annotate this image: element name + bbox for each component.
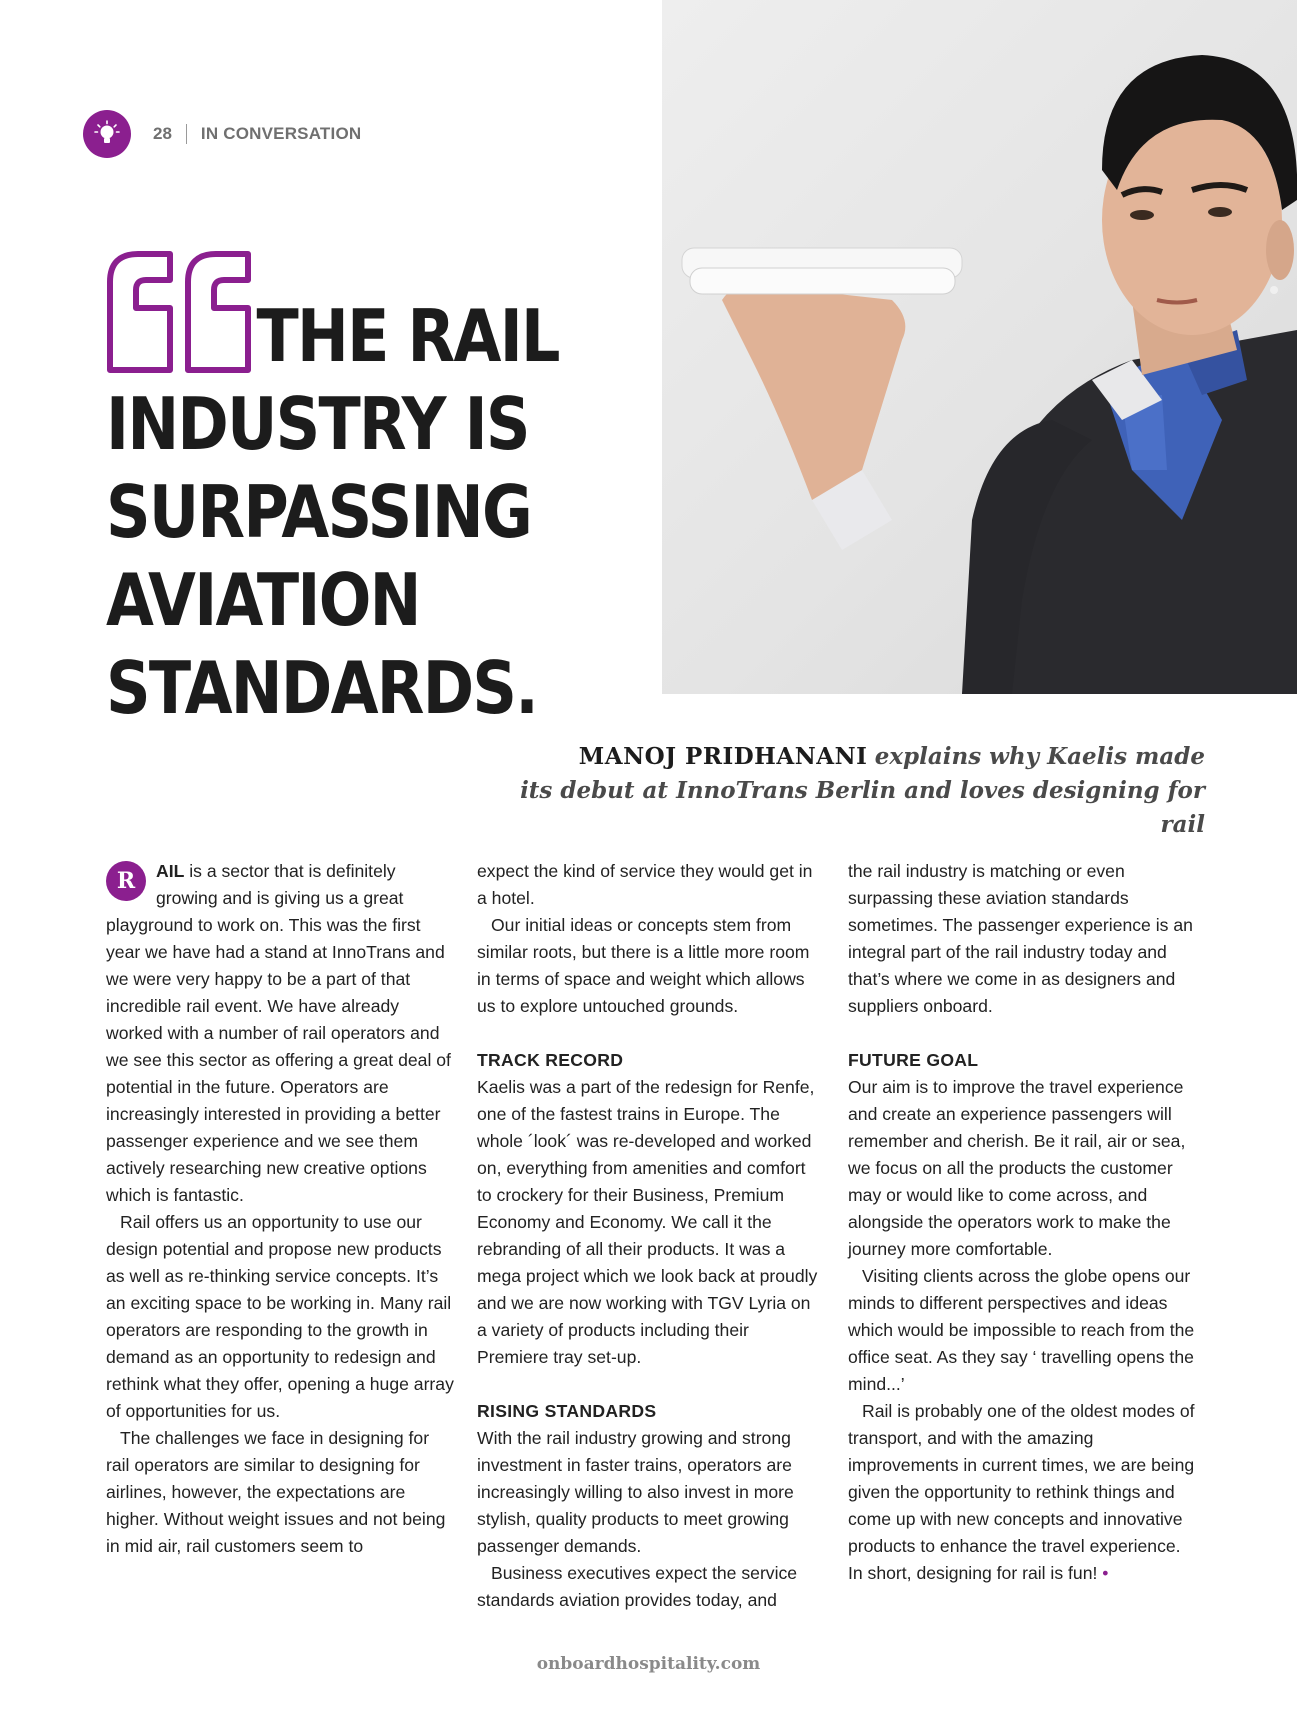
footer-url: onboardhospitality.com: [536, 1654, 761, 1674]
paragraph: Our initial ideas or concepts stem from similar roots, but there is a little more room in terms of space and weight which allows us to explore untouched grounds.: [477, 915, 810, 1016]
section-label: IN CONVERSATION: [200, 124, 362, 143]
standfirst: [505, 740, 1205, 842]
body-column-2: [477, 858, 825, 1614]
headline-line-3: SURPASSING: [106, 470, 532, 554]
man-holding-plates-illustration: [662, 0, 1297, 694]
lightbulb-icon: [83, 110, 131, 158]
drop-cap: R: [106, 861, 146, 901]
headline-line-4: AVIATION: [106, 558, 420, 642]
page-header: [83, 109, 361, 159]
paragraph: the rail industry is matching or even surpassing these aviation standards sometimes. The passenger experience is an integral part of the rail industry today and that’s where we come in as designers and suppliers onboard.: [848, 861, 1193, 1016]
hero-photo: [662, 0, 1297, 694]
headline-line-5: STANDARDS.: [106, 646, 538, 730]
paragraph: With the rail industry growing and strong investment in faster trains, operators are increasingly willing to also invest in more stylish, quality products to meet growing passenger demands.: [477, 1428, 794, 1556]
paragraph: expect the kind of service they would get in a hotel.: [477, 861, 813, 908]
subheading-track-record: TRACK RECORD: [477, 1050, 624, 1070]
headline: [106, 292, 622, 732]
body-column-1: [106, 858, 454, 1560]
headline-line-1: THE RAIL: [256, 294, 559, 378]
paragraph: Rail offers us an opportunity to use our design potential and propose new products as well as re-thinking service concepts. It’s an exciting space to be working in. Many rail operators are responding to the growth in demand as an opportunity to redesign and rethink what they offer, opening a huge array of opportunities for us.: [106, 1212, 454, 1421]
body-column-3: [848, 858, 1196, 1587]
lead-word: AIL: [156, 861, 185, 881]
header-divider: [186, 124, 187, 144]
page-number: 28: [153, 124, 172, 143]
interviewee-name: MANOJ PRIDHANANI: [578, 743, 868, 770]
standfirst-text-2: its debut at InnoTrans Berlin and loves designing for rail: [520, 777, 1205, 838]
paragraph: The challenges we face in designing for rail operators are similar to designing for airlines, however, the expectations are higher. Without weight issues and not being in mid air, rail customers seem to: [106, 1428, 446, 1556]
paragraph-text: Rail is probably one of the oldest modes of transport, and with the amazing improvements in current times, we are being given the opportunity to rethink things and come up with new concepts and innovative products to enhance the travel experience. In short, designing for rail is fun!: [848, 1401, 1195, 1583]
subheading-rising-standards: RISING STANDARDS: [477, 1401, 657, 1421]
paragraph: [106, 858, 454, 1209]
standfirst-text-1: explains why Kaelis made: [874, 743, 1205, 770]
headline-line-2: INDUSTRY IS: [106, 382, 529, 466]
paragraph: Visiting clients across the globe opens our minds to different perspectives and ideas which would be impossible to reach from the office seat. As they say ‘ travelling opens the mind...’: [848, 1266, 1195, 1394]
end-mark: •: [1102, 1563, 1109, 1583]
subheading-future-goal: FUTURE GOAL: [848, 1050, 979, 1070]
paragraph-text: is a sector that is definitely growing and is giving us a great playground to work on. This was the first year we have had a stand at InnoTrans and we were very happy to be a part of that incredible rail event. We have already worked with a number of rail operators and we see this sector as offering a great deal of potential in the future. Operators are increasingly interested in providing a better passenger experience and we see them actively researching new creative options which is fantastic.: [106, 861, 451, 1205]
paragraph: Business executives expect the service standards aviation provides today, and: [477, 1563, 798, 1610]
paragraph: [848, 1398, 1196, 1587]
paragraph: Kaelis was a part of the redesign for Renfe, one of the fastest trains in Europe. The whole ´look´ was re-developed and worked on, everything from amenities and comfort to crockery for their Business, Premium Economy and Economy. We call it the rebranding of all their products. It was a mega project which we look back at proudly and we are now working with TGV Lyria on a variety of products including their Premiere tray set-up.: [477, 1077, 818, 1367]
paragraph: Our aim is to improve the travel experience and create an experience passengers will remember and cherish. Be it rail, air or sea, we focus on all the products the customer may or would like to come across, and alongside the operators work to make the journey more comfortable.: [848, 1077, 1186, 1259]
